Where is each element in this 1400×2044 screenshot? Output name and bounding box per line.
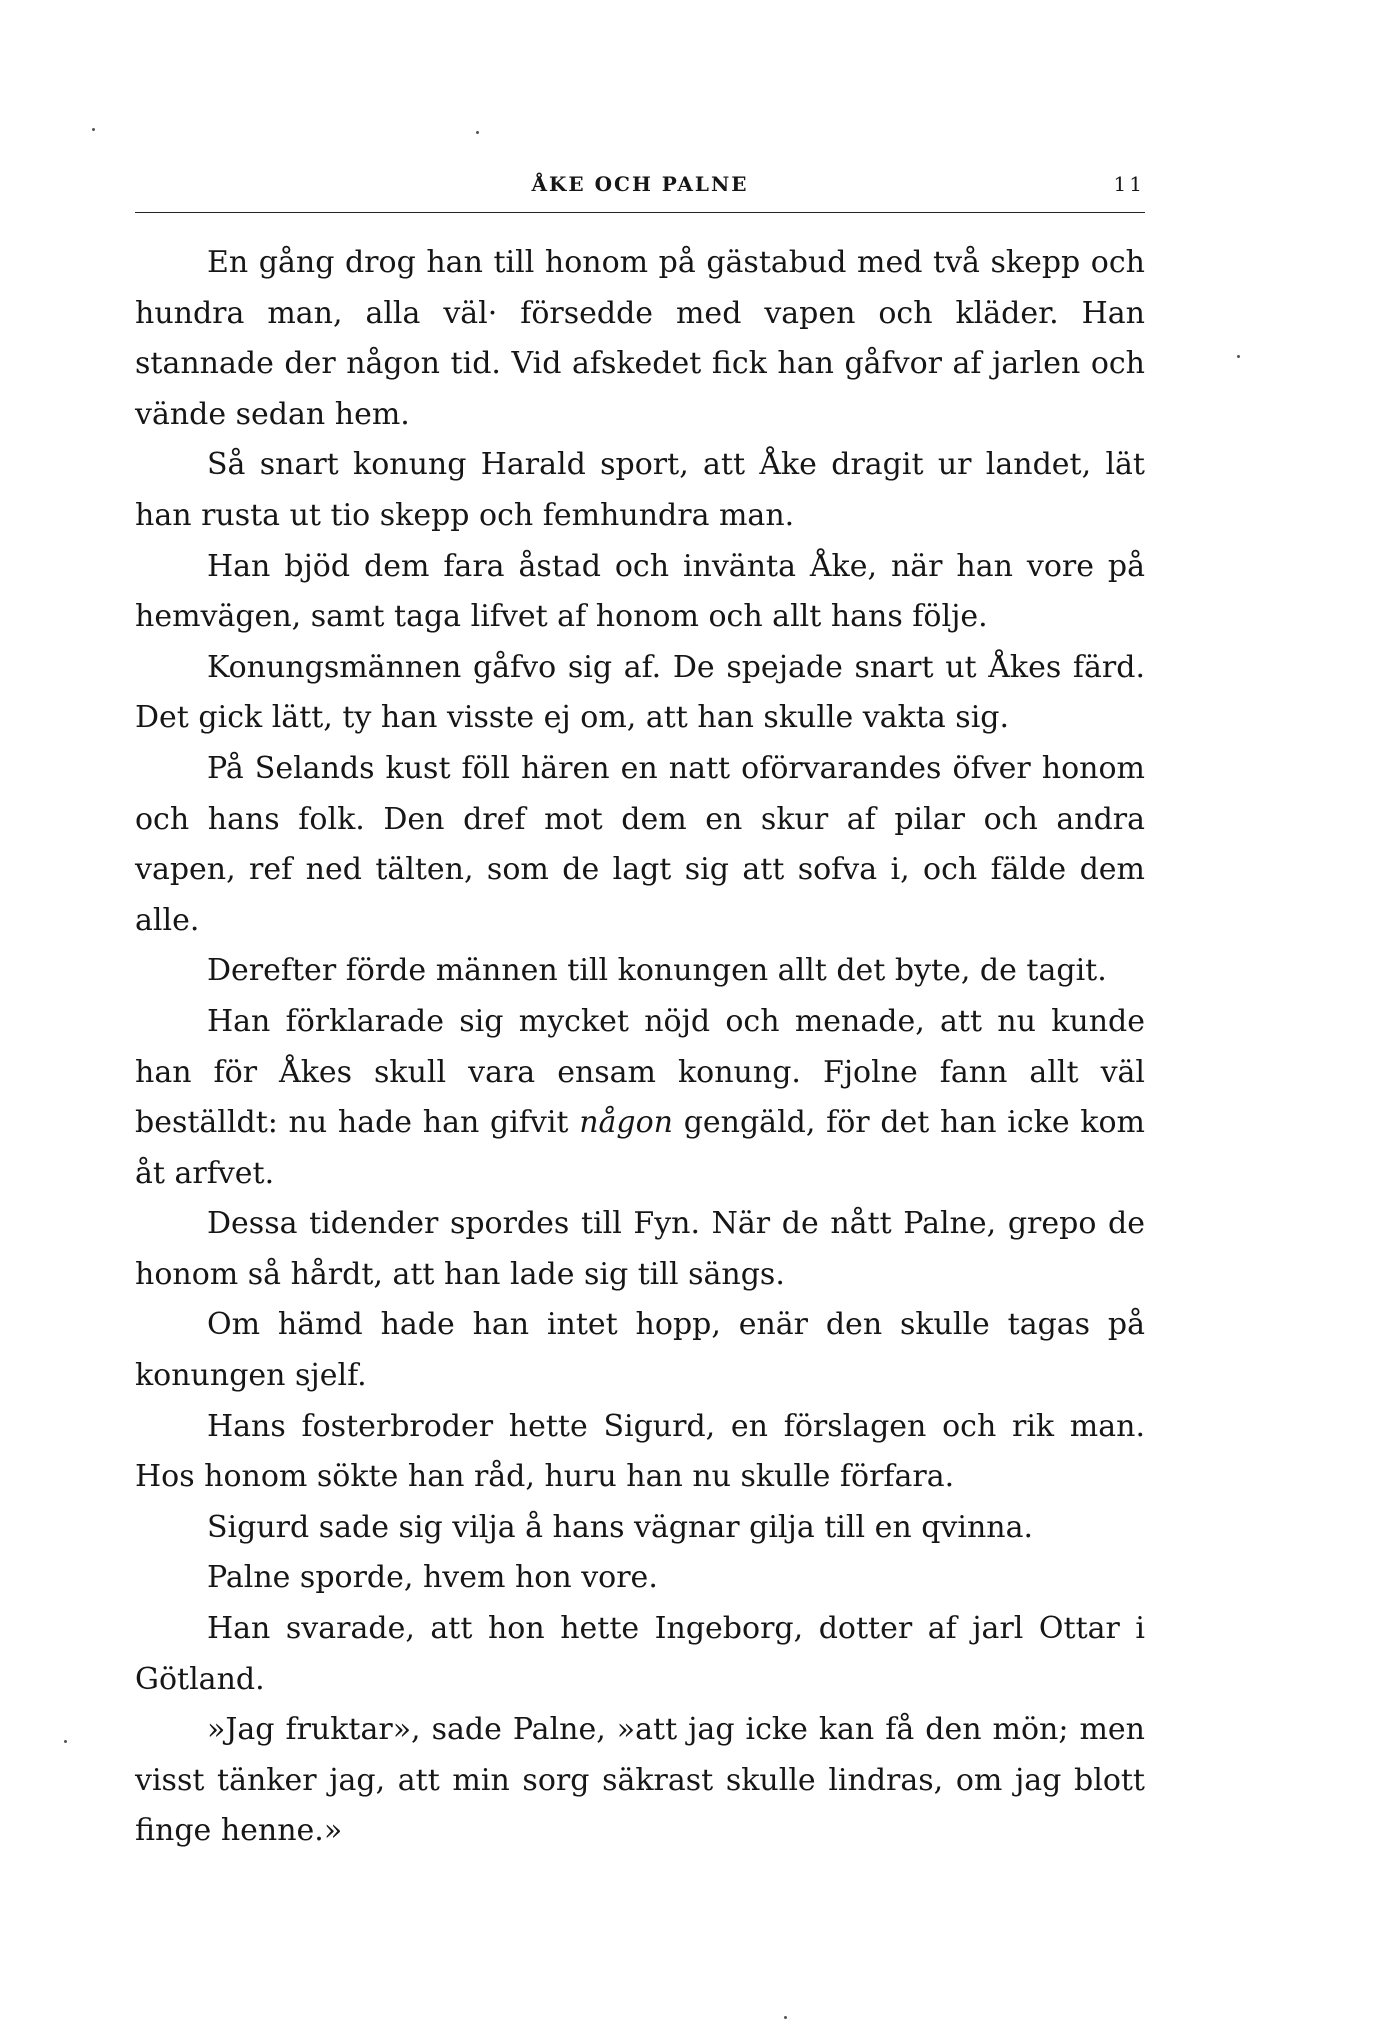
paragraph-text: Han förklarade sig mycket nöjd och menade, att nu kunde han för Åkes skull vara ensam konung. Fjolne fann allt väl beställdt: nu hade han gifvit: [135, 1003, 1145, 1141]
body-text: [135, 238, 1145, 1857]
paragraph-text: gengäld, för det han icke kom åt arfvet.: [135, 1105, 1145, 1191]
paragraph: Hans fosterbroder hette Sigurd, en förslagen och rik man. Hos honom sökte han råd, huru han nu skulle förfara.: [135, 1408, 1145, 1495]
page-number: 11: [1113, 172, 1145, 196]
header-rule: [135, 212, 1145, 213]
paper-speck: [1237, 355, 1240, 358]
italic-word: någon: [579, 1105, 673, 1141]
paragraph: Dessa tidender spordes till Fyn. När de nått Palne, grepo de honom så hårdt, att han lade sig till sängs.: [135, 1206, 1145, 1292]
paragraph: Så snart konung Harald sport, att Åke dragit ur landet, lät han rusta ut tio skepp och femhundra man.: [135, 447, 1145, 533]
paper-speck: [92, 128, 95, 131]
paragraph: [135, 997, 1145, 1199]
paragraph: Sigurd sade sig vilja å hans vägnar gilja till en qvinna.: [207, 1509, 1034, 1545]
paragraph: Konungsmännen gåfvo sig af. De spejade snart ut Åkes färd. Det gick lätt, ty han visste ej om, att han skulle vakta sig.: [135, 649, 1145, 736]
paragraph: Derefter förde männen till konungen allt det byte, de tagit.: [207, 953, 1107, 989]
paper-speck: [64, 1740, 67, 1743]
paragraph: En gång drog han till honom på gästabud med två skepp och hundra man, alla väl· försedde med vapen och kläder. Han stannade der någon tid. Vid afskedet fick han gåfvor af jarlen och vände sedan hem.: [135, 245, 1145, 432]
paper-speck: [476, 131, 479, 134]
paragraph: Palne sporde, hvem hon vore.: [207, 1560, 658, 1596]
running-head: [135, 172, 1145, 198]
paragraph: På Selands kust föll hären en natt oförvarandes öfver honom och hans folk. Den dref mot dem en skur af pilar och andra vapen, ref ned tälten, som de lagt sig att sofva i, och fälde dem alle.: [135, 750, 1145, 938]
paragraph: Om hämd hade han intet hopp, enär den skulle tagas på konungen sjelf.: [135, 1307, 1145, 1394]
paragraph: »Jag fruktar», sade Palne, »att jag icke kan få den mön; men visst tänker jag, att min sorg säkrast skulle lindras, om jag blott finge henne.»: [135, 1712, 1145, 1849]
running-title: ÅKE OCH PALNE: [531, 172, 749, 196]
paragraph: Han svarade, att hon hette Ingeborg, dotter af jarl Ottar i Götland.: [135, 1611, 1145, 1697]
paragraph: Han bjöd dem fara åstad och invänta Åke, när han vore på hemvägen, samt taga lifvet af honom och allt hans följe.: [135, 548, 1145, 635]
paper-speck: [784, 2016, 787, 2019]
